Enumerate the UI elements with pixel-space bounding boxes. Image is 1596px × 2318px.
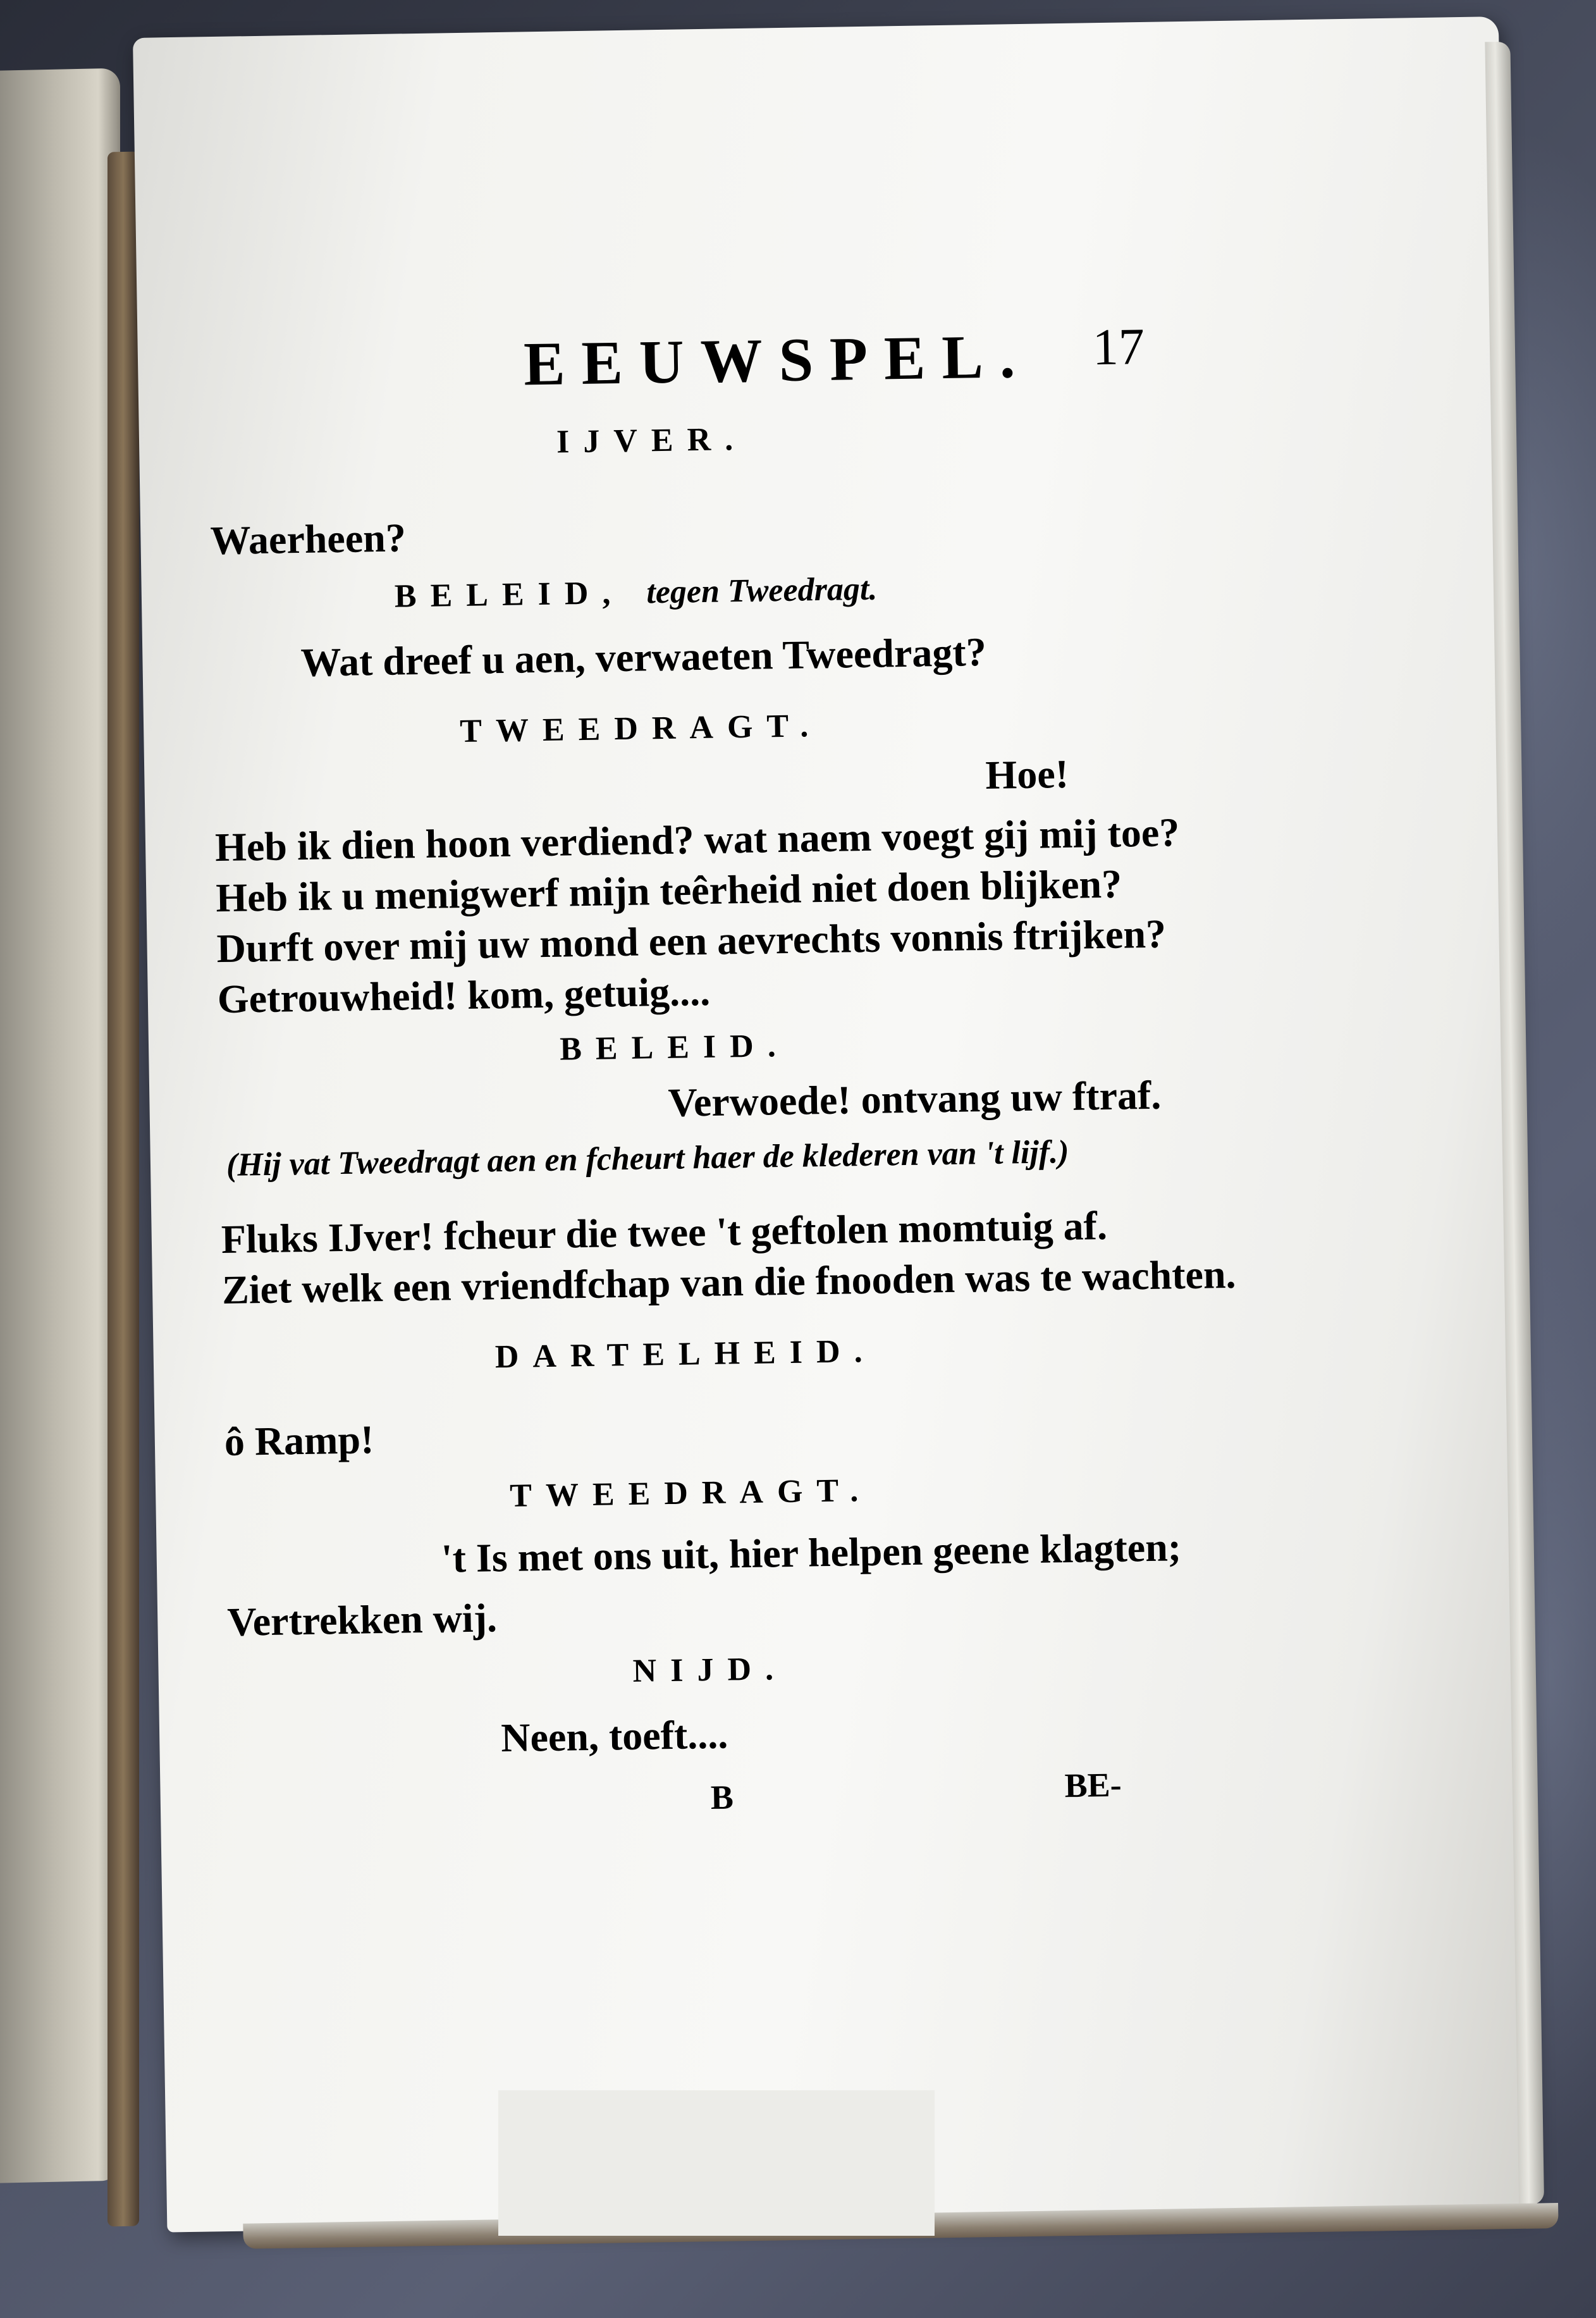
- page-number: 17: [1092, 317, 1145, 376]
- catchword: BE-: [1064, 1765, 1122, 1805]
- text-line: Getrouwheid! kom, getuig....: [217, 968, 711, 1022]
- redacted-area: [498, 2090, 935, 2236]
- text-line: Wat dreef u aen, verwaeten Tweedragt?: [300, 629, 987, 685]
- running-header: [207, 318, 1220, 422]
- running-title: EEUWSPEL.: [523, 322, 1033, 399]
- text-line: Waerheen?: [209, 515, 407, 564]
- speaker-dartelheid: DARTELHEID.: [494, 1333, 877, 1376]
- text-line: ô Ramp!: [224, 1417, 374, 1464]
- text-line: Heb ik u menigwerf mijn teêrheid niet doen blijken?: [215, 861, 1122, 921]
- stage-direction: (Hij vat Tweedragt aen en fcheurt haer de klederen van 't lijf.): [226, 1133, 1069, 1183]
- stage-direction-inline: tegen Tweedragt.: [646, 570, 878, 611]
- speaker-ijver: IJVER.: [556, 421, 747, 460]
- left-page-edge: [0, 68, 120, 2184]
- book-page: [133, 16, 1533, 2232]
- text-line: Hoe!: [985, 751, 1069, 798]
- speaker-tweedragt: TWEEDRAGT.: [509, 1472, 873, 1514]
- text-line: Heb ik dien hoon verdiend? wat naem voegt gij mij toe?: [214, 810, 1180, 870]
- text-line: Fluks IJver! fcheur die twee 't geftolen momtuig af.: [221, 1203, 1108, 1262]
- speaker-beleid: BELEID.: [559, 1027, 790, 1068]
- book-gutter: [107, 152, 139, 2227]
- speaker-tweedragt: TWEEDRAGT.: [459, 708, 823, 750]
- speaker-beleid: [394, 570, 877, 615]
- text-line: Durft over mij uw mond een aevrechts vonnis ftrijken?: [216, 911, 1167, 971]
- text-line: 't Is met ons uit, hier helpen geene klagten;: [441, 1524, 1182, 1581]
- text-line: Verwoede! ontvang uw ftraf.: [667, 1072, 1162, 1125]
- text-line: Ziet welk een vriendfchap van die fnooden was te wachten.: [221, 1251, 1237, 1313]
- speaker-name: BELEID,: [394, 574, 625, 615]
- speaker-nijd: NIJD.: [632, 1651, 788, 1689]
- signature-mark: B: [710, 1778, 734, 1816]
- text-line: Vertrekken wij.: [226, 1595, 498, 1644]
- text-line: Neen, toeft....: [500, 1711, 728, 1761]
